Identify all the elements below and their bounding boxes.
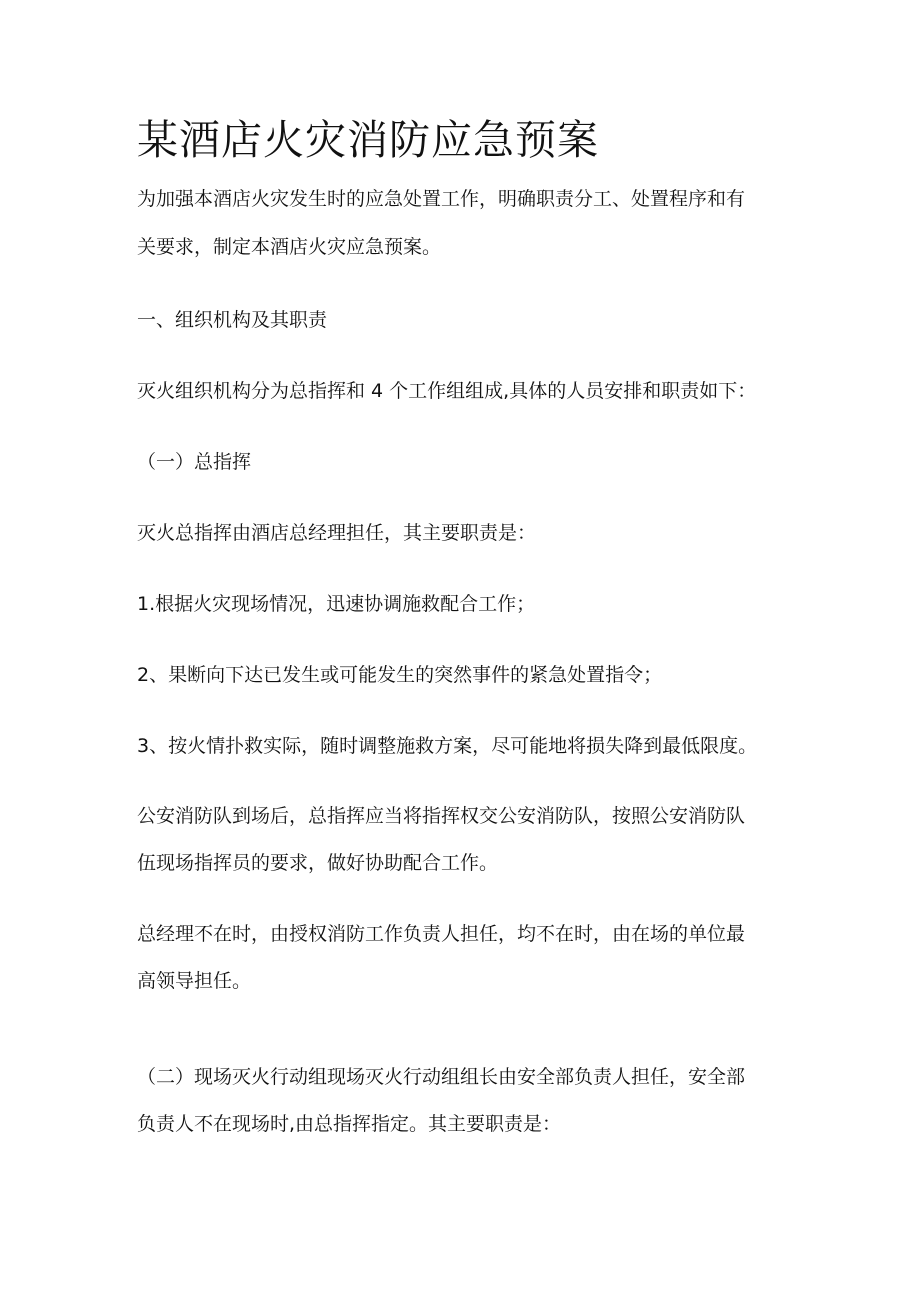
intro-line-1: 为加强本酒店火灾发生时的应急处置工作，明确职责分工、处置程序和有 bbox=[137, 188, 746, 210]
absence-para-line-2: 高领导担任。 bbox=[137, 970, 252, 992]
duty-item-1: 1.根据火灾现场情况，迅速协调施救配合工作； bbox=[137, 593, 536, 615]
sub-2-line-2: 负责人不在现场时,由总指挥指定。其主要职责是： bbox=[137, 1113, 562, 1135]
police-para-line-2: 伍现场指挥员的要求，做好协助配合工作。 bbox=[137, 852, 499, 874]
section-1-text: 灭火组织机构分为总指挥和 4 个工作组组成,具体的人员安排和职责如下： bbox=[137, 380, 757, 402]
section-1-heading: 一、组织机构及其职责 bbox=[137, 309, 328, 331]
sub-1-heading: （一）总指挥 bbox=[137, 451, 252, 473]
absence-para-line-1: 总经理不在时，由授权消防工作负责人担任，均不在时，由在场的单位最 bbox=[137, 923, 746, 945]
intro-line-2: 关要求，制定本酒店火灾应急预案。 bbox=[137, 236, 442, 258]
duty-item-2: 2、果断向下达已发生或可能发生的突然事件的紧急处置指令； bbox=[137, 664, 663, 686]
police-para-line-1: 公安消防队到场后，总指挥应当将指挥权交公安消防队，按照公安消防队 bbox=[137, 805, 746, 827]
sub-1-text: 灭火总指挥由酒店总经理担任，其主要职责是： bbox=[137, 522, 537, 544]
document-title: 某酒店火灾消防应急预案 bbox=[137, 116, 599, 164]
sub-2-line-1: （二）现场灭火行动组现场灭火行动组组长由安全部负责人担任，安全部 bbox=[137, 1066, 746, 1088]
duty-item-3: 3、按火情扑救实际，随时调整施救方案，尽可能地将损失降到最低限度。 bbox=[137, 735, 758, 757]
